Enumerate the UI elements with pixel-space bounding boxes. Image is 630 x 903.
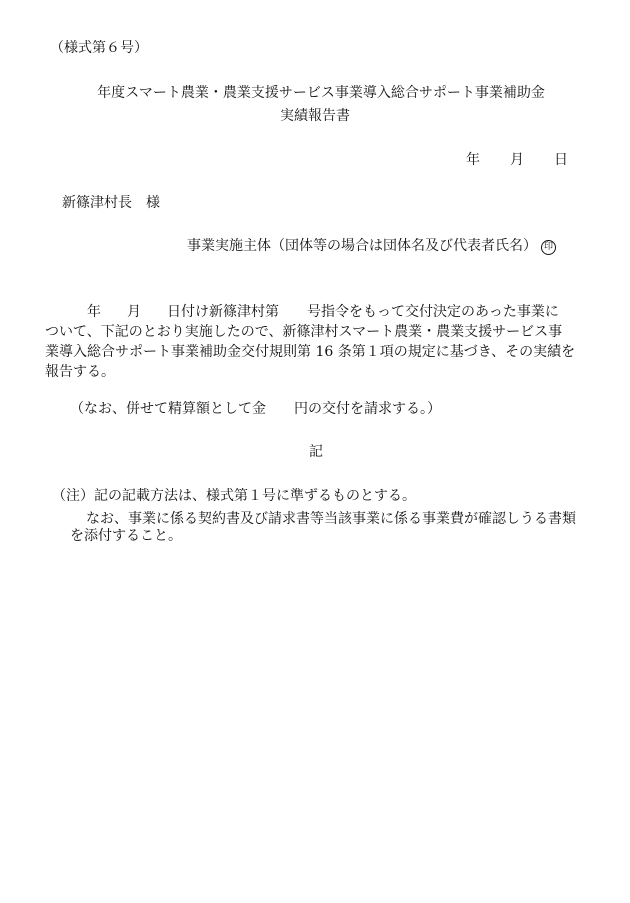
body-line-2: ついて、下記のとおり実施したので、新篠津村スマート農業・農業支援サービス事 — [45, 324, 563, 340]
document-title: 年度スマート農業・農業支援サービス事業導入総合サポート事業補助金 — [97, 85, 545, 101]
body-year-label: 年 — [87, 304, 101, 320]
note-line-1: （注）記の記載方法は、様式第１号に準ずるものとする。 — [52, 488, 416, 504]
report-body — [45, 302, 577, 382]
body-directive-ref: 号指令をもって交付決定のあった事業に — [307, 304, 559, 320]
form-number: （様式第６号） — [50, 40, 148, 56]
request-after: 円の交付を請求する。） — [294, 401, 441, 417]
addressee-honorific: 様 — [146, 195, 160, 211]
document-subtitle: 実績報告書 — [280, 108, 350, 124]
note-line-3: を添付すること。 — [70, 528, 182, 544]
date-year-label: 年 — [466, 152, 480, 168]
date-month-label: 月 — [510, 152, 524, 168]
seal-icon: 印 — [541, 240, 556, 255]
settlement-request — [70, 399, 441, 419]
date-day-label: 日 — [554, 152, 568, 168]
request-before: （なお、併せて精算額として金 — [70, 401, 266, 417]
body-line-4: 報告する。 — [45, 364, 115, 380]
addressee-name: 新篠津村長 — [62, 195, 132, 211]
addressee — [62, 193, 160, 213]
ki-heading: 記 — [309, 444, 323, 460]
applicant-label: 事業実施主体（団体等の場合は団体名及び代表者氏名） — [187, 238, 537, 254]
body-line-1 — [45, 302, 577, 322]
date-line — [466, 150, 568, 170]
applicant-line — [187, 236, 556, 256]
body-date-ref: 日付け新篠津村第 — [167, 304, 279, 320]
body-month-label: 月 — [127, 304, 141, 320]
body-line-3: 業導入総合サポート事業補助金交付規則第 16 条第１項の規定に基づき、その実績を — [45, 344, 576, 360]
note-line-2: なお、事業に係る契約書及び請求書等当該事業に係る事業費が確認しうる書類 — [86, 511, 576, 527]
